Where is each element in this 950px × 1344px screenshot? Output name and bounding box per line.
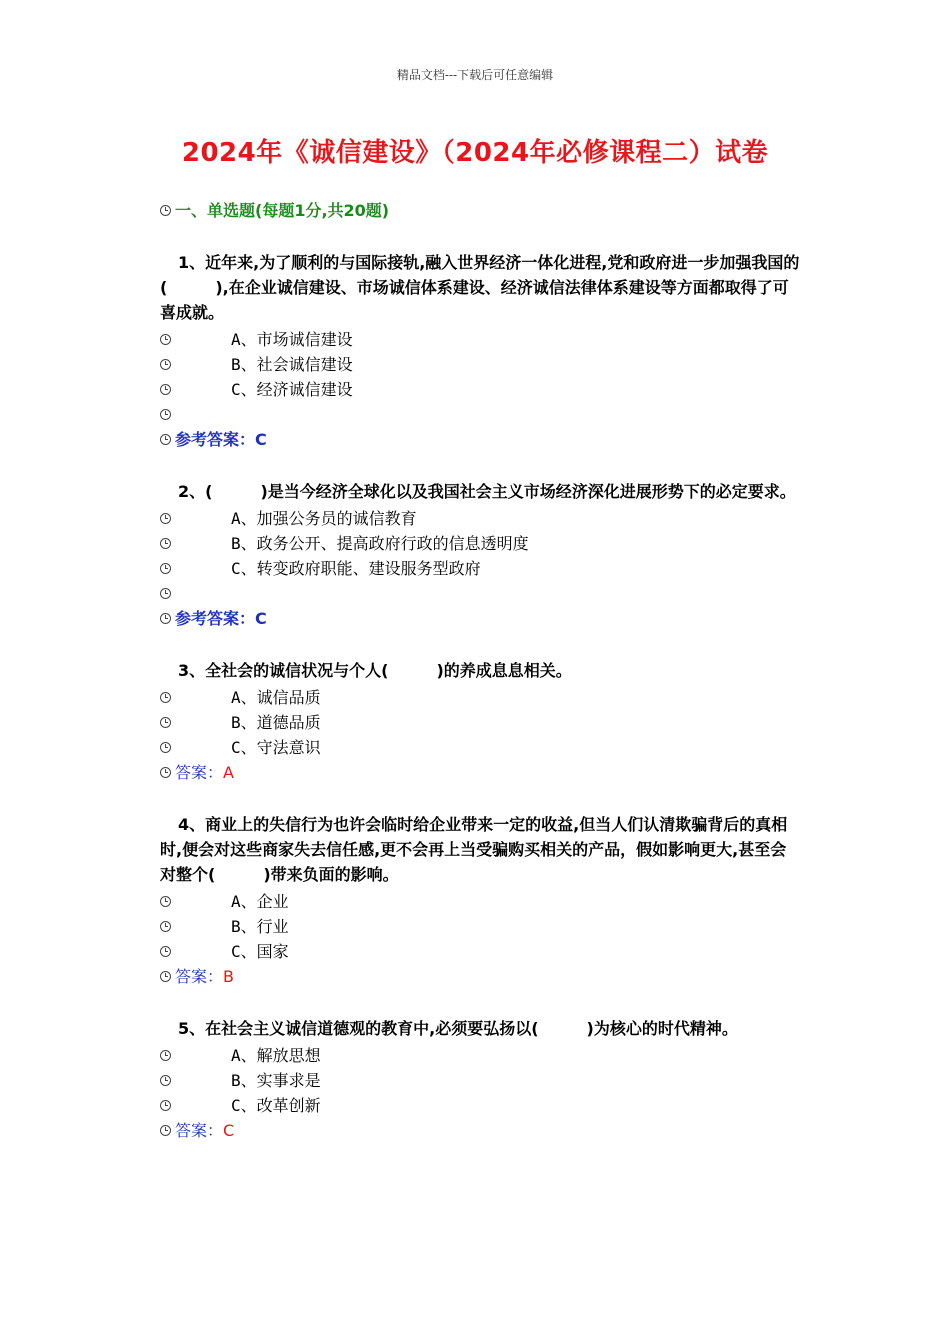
question-text: 4、商业上的失信行为也许会临时给企业带来一定的收益,但当人们认清欺骗背后的真相时,便会对这些商家失去信任感,更不会再上当受骗购买相关的产品，假如影响更大,甚至会对整个( )带来负面的影响。 [160,815,788,884]
question-text: 1、近年来,为了顺利的与国际接轨,融入世界经济一体化进程,党和政府进一步加强我国的( ),在企业诚信建设、市场诚信体系建设、经济诚信法律体系建设等方面都取得了可喜成就。 [160,253,800,322]
clock-icon [160,563,171,574]
empty-option [160,402,800,427]
question-1 [160,250,800,452]
clock-icon [160,1075,171,1086]
option-b[interactable] [160,352,800,377]
option-text: B、道德品质 [231,713,321,732]
option-a[interactable] [160,685,800,710]
option-text: A、加强公务员的诚信教育 [231,509,417,528]
answer-value: C [255,609,267,628]
option-c[interactable] [160,377,800,402]
answer-line [160,606,800,631]
page-header: 精品文档---下载后可任意编辑 [396,68,554,82]
clock-icon [160,434,171,445]
option-text: C、改革创新 [231,1096,321,1115]
option-text: C、经济诚信建设 [231,380,353,399]
section-heading [160,198,800,224]
answer-label: 答案： [175,763,224,782]
clock-icon [160,613,171,624]
answer-label: 参考答案： [175,430,256,449]
option-a[interactable] [160,506,800,531]
option-c[interactable] [160,1093,800,1118]
clock-icon [160,767,171,778]
clock-icon [160,538,171,549]
question-4 [160,812,800,989]
question-3 [160,658,800,785]
option-c[interactable] [160,735,800,760]
answer-value: A [223,763,234,782]
option-b[interactable] [160,914,800,939]
option-text: C、国家 [231,942,289,961]
answer-value: C [223,1121,235,1140]
clock-icon [160,921,171,932]
section-heading-text: 一、单选题(每题1分,共20题) [175,201,390,220]
clock-icon [160,359,171,370]
option-text: A、解放思想 [231,1046,321,1065]
option-b[interactable] [160,531,800,556]
clock-icon [160,717,171,728]
option-text: B、政务公开、提高政府行政的信息透明度 [231,534,529,553]
option-a[interactable] [160,1043,800,1068]
answer-line [160,427,800,452]
clock-icon [160,588,171,599]
clock-icon [160,1050,171,1061]
option-a[interactable] [160,327,800,352]
option-text: B、行业 [231,917,289,936]
option-b[interactable] [160,1068,800,1093]
clock-icon [160,384,171,395]
clock-icon [160,334,171,345]
answer-value: C [255,430,267,449]
option-a[interactable] [160,889,800,914]
answer-label: 参考答案： [175,609,256,628]
answer-label: 答案： [175,967,224,986]
answer-label: 答案： [175,1121,224,1140]
option-text: A、诚信品质 [231,688,321,707]
question-text: 5、在社会主义诚信道德观的教育中,必须要弘扬以( )为核心的时代精神。 [178,1019,738,1038]
clock-icon [160,1125,171,1136]
clock-icon [160,1100,171,1111]
answer-line [160,1118,800,1143]
question-text: 2、( )是当今经济全球化以及我国社会主义市场经济深化进展形势下的必定要求。 [178,482,796,501]
option-text: B、实事求是 [231,1071,321,1090]
question-text: 3、全社会的诚信状况与个人( )的养成息息相关。 [178,661,572,680]
option-b[interactable] [160,710,800,735]
option-text: C、守法意识 [231,738,321,757]
clock-icon [160,896,171,907]
exam-content [160,198,800,1170]
clock-icon [160,513,171,524]
option-text: C、转变政府职能、建设服务型政府 [231,559,481,578]
clock-icon [160,205,171,216]
clock-icon [160,971,171,982]
option-text: B、社会诚信建设 [231,355,353,374]
answer-value: B [223,967,234,986]
clock-icon [160,692,171,703]
empty-option [160,581,800,606]
option-c[interactable] [160,556,800,581]
page-title: 2024年《诚信建设》（2024年必修课程二）试卷 [181,138,769,168]
clock-icon [160,946,171,957]
option-c[interactable] [160,939,800,964]
question-2 [160,479,800,631]
clock-icon [160,409,171,420]
option-text: A、企业 [231,892,289,911]
answer-line [160,760,800,785]
answer-line [160,964,800,989]
option-text: A、市场诚信建设 [231,330,353,349]
question-5 [160,1016,800,1143]
clock-icon [160,742,171,753]
